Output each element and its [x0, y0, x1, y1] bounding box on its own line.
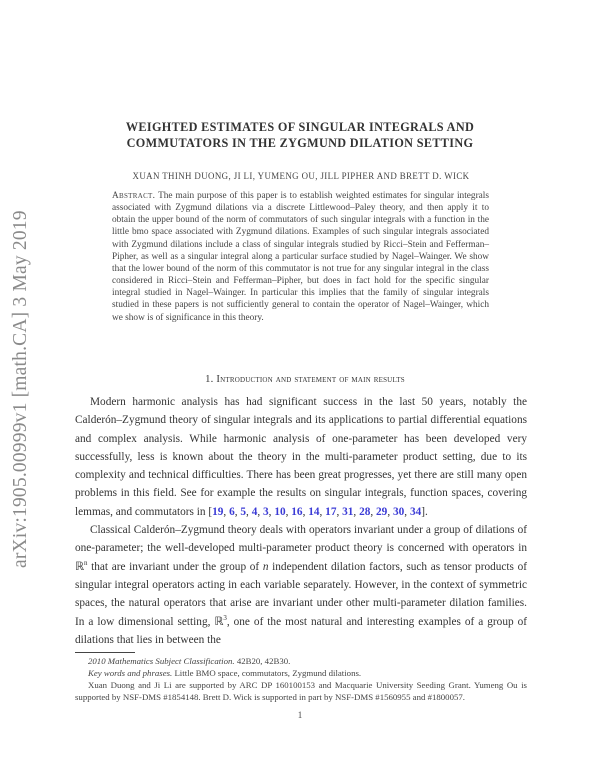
page-number: 1: [297, 710, 303, 720]
citation-link[interactable]: 3: [263, 505, 269, 518]
math-symbol: ℝ: [214, 615, 224, 628]
abstract-label: Abstract.: [112, 191, 156, 201]
math-symbol: ℝ: [75, 560, 84, 573]
paragraph-2-text: , one of the most natural and interesting examples of a group of dilations that lies in between the: [75, 615, 527, 646]
footnote-divider: [75, 652, 135, 653]
citation-link[interactable]: 6: [229, 505, 235, 518]
citation-link[interactable]: 10: [274, 505, 286, 518]
keywords-label: Key words and phrases.: [88, 668, 173, 679]
title-line-2: COMMUTATORS IN THE ZYGMUND DILATION SETTING: [126, 136, 474, 150]
citation-list: 19, 6, 5, 4, 3, 10, 16, 14, 17, 31, 28, 29, 30, 34: [212, 505, 422, 518]
msc-value: 42B20, 42B30.: [236, 656, 291, 666]
citation-link[interactable]: 34: [409, 505, 422, 518]
paper-title: [112, 119, 488, 151]
section-number: 1.: [205, 374, 214, 385]
citation-link[interactable]: 16: [291, 505, 303, 518]
footnote-funding: Xuan Duong and Ji Li are supported by ARC DP 160100153 and Macquarie University Seeding Grant. Yumeng Ou is supported by NSF-DMS #1854148. Brett D. Wick is supported in part by NSF-DMS #1560955 and #1800057.: [75, 680, 527, 703]
math-real-space-n: [75, 558, 88, 573]
paragraph-1: [75, 393, 527, 521]
abstract: [112, 190, 489, 324]
math-variable: n: [262, 560, 269, 573]
paragraph-2: [75, 521, 527, 649]
msc-label: 2010 Mathematics Subject Classification.: [88, 656, 235, 666]
citation-link[interactable]: 4: [251, 505, 258, 518]
keywords-value: Little BMO space, commutators, Zygmund dilations.: [174, 668, 362, 679]
section-title: Introduction and statement of main results: [216, 374, 405, 385]
citation-link[interactable]: 28: [359, 505, 371, 518]
author-list: XUAN THINH DUONG, JI LI, YUMENG OU, JILL PIPHER AND BRETT D. WICK: [132, 171, 470, 181]
paragraph-2-text: independent dilation factors, such as tensor products of singular integral operators acting in each variable separately. However, in the context of symmetric spaces, the natural operators that arise are invariant under other multi-parameter dilation families. In a low dimensional setting,: [75, 560, 528, 628]
math-real-space-3: [214, 613, 227, 628]
footnote-msc: [75, 655, 527, 667]
section-heading: [60, 374, 550, 385]
body-text: [75, 393, 527, 649]
abstract-text: The main purpose of this paper is to establish weighted estimates for singular integrals associated with Zygmund dilations via a discrete Littlewood–Paley theory, and then apply it to obtain the upper bound of the norm of commutators of such singular integrals with a function in the little bmo space associated with Zygmund dilations. Examples of such singular integrals associated with Zygmund dilations include a class of singular integrals studied by Ricci–Stein and Fefferman–Pipher, as well as a singular integral along a particular surface studied by Nagel–Wainger. We show that the lower bound of the norm of this commutator is not true for any singular integral in the class considered in Ricci–Stein and Fefferman–Pipher, but does in fact hold for the specific singular integral studied in Nagel–Wainger. In particular this implies that the family of singular integrals studied in these papers is not sufficiently general to contain the operator of Nagel–Wainger, which we show is of significance in this theory.: [112, 191, 489, 323]
title-line-1: WEIGHTED ESTIMATES OF SINGULAR INTEGRALS AND: [125, 120, 475, 134]
arxiv-identifier-stamp[interactable]: arXiv:1905.00999v1 [math.CA] 3 May 2019: [10, 210, 31, 568]
citation-link[interactable]: 5: [240, 505, 247, 518]
citation-link[interactable]: 17: [325, 505, 337, 518]
citation-link[interactable]: 14: [308, 505, 320, 518]
paragraph-1-end: ].: [421, 505, 428, 518]
citation-link[interactable]: 31: [342, 505, 354, 518]
footnotes: [75, 655, 527, 703]
citation-link[interactable]: 30: [392, 505, 405, 518]
paragraph-2-text: that are invariant under the group of: [87, 560, 263, 573]
citation-link[interactable]: 29: [376, 505, 388, 518]
footnote-keywords: [75, 667, 527, 679]
math-superscript: n: [83, 558, 88, 567]
math-superscript: 3: [223, 613, 227, 622]
paragraph-2-text: Classical Calderón–Zygmund theory deals with operators invariant under a group of dilations of one-parameter; the well-developed multi-parameter product theory is concerned with operators in: [75, 524, 527, 555]
citation-link[interactable]: 19: [212, 505, 224, 518]
paragraph-1-text: Modern harmonic analysis has had significant success in the last 50 years, notably the Calderón–Zygmund theory of singular integrals and its applications to partial differential equations and complex analysis. While harmonic analysis of one-parameter has been developed very successfully, less is known about the theory in the multi-parameter product setting, due to its complexity and technical difficulties. There has been great progresses, yet there are still many open problems in this field. See for example the results on singular integrals, function spaces, covering lemmas, and commutators in [: [75, 396, 527, 518]
